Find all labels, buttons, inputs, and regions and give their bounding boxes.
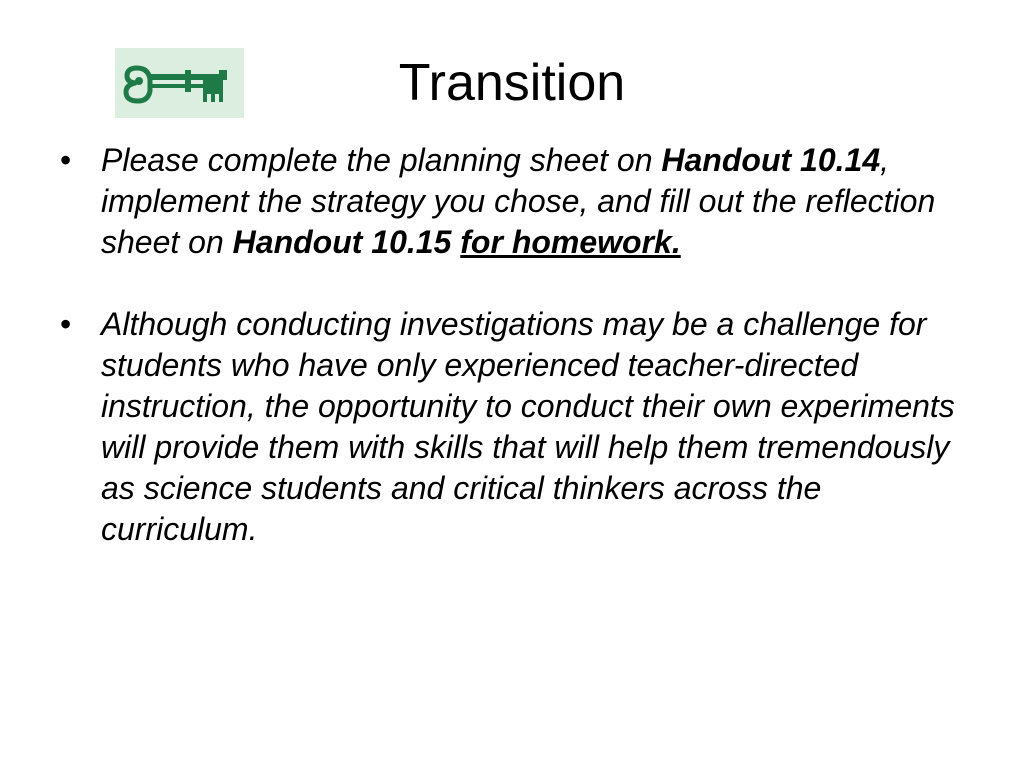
bullet-list xyxy=(60,140,970,550)
bullet-text-investigations: Although conducting investigations may be a challenge for students who have only experienced teacher-directed instruction, the opportunity to conduct their own experiments will provide them with skills that will help them tremendously as science students and critical thinkers across the curriculum. xyxy=(101,306,955,547)
handout-1014-label: Handout 10.14 xyxy=(661,142,881,178)
bullet-text-2: , implement the strategy you chose, and fill out the reflection sheet on xyxy=(101,142,936,260)
bullet-dot-icon: • xyxy=(60,306,72,342)
bullet-text-space xyxy=(451,224,460,260)
key-icon xyxy=(115,48,244,118)
slide-title: Transition xyxy=(398,54,626,112)
bullet-dot-icon: • xyxy=(60,142,72,178)
bullet-text-1: Please complete the planning sheet on xyxy=(101,142,662,178)
handout-1015-label: Handout 10.15 xyxy=(232,224,452,260)
bullet-item-homework xyxy=(60,140,970,263)
homework-label: for homework. xyxy=(460,224,681,260)
bullet-item-investigations xyxy=(60,304,970,550)
